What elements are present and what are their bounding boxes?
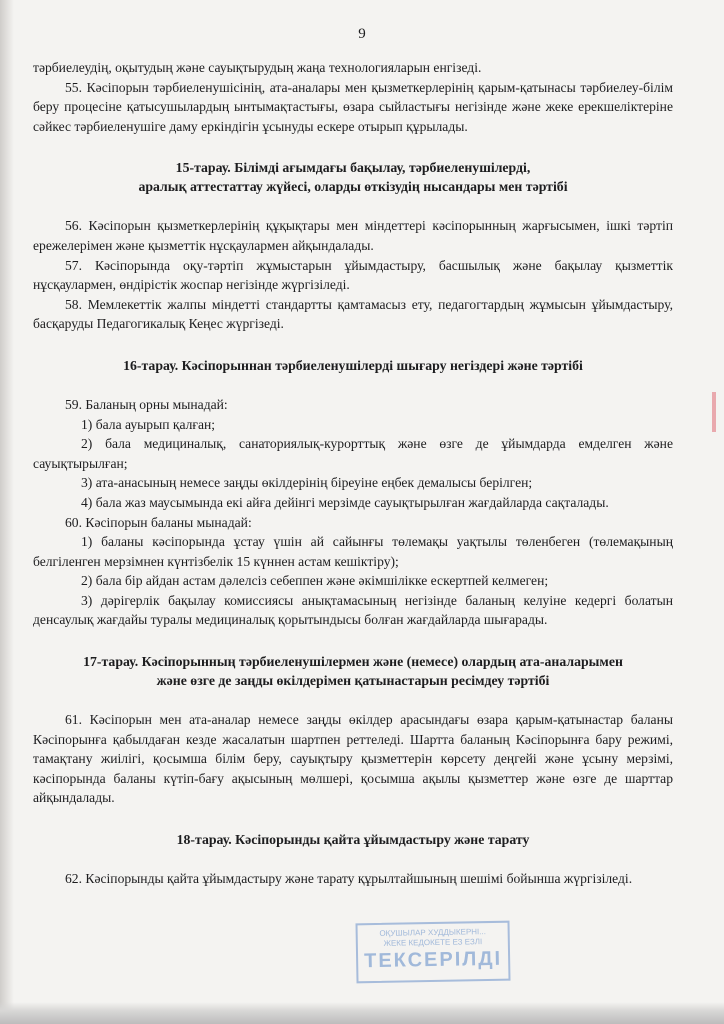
scan-color-mark: [712, 392, 716, 432]
list-item: 2) бала бір айдан астам дәлелсіз себеппен және әкімшілікке ескертпей келмеген;: [81, 573, 549, 589]
stamp-line3: ТЕКСЕРІЛДІ: [363, 947, 503, 973]
scan-bottom-edge: [0, 1002, 724, 1024]
page-number: 9: [358, 26, 366, 42]
verification-stamp: [355, 921, 510, 984]
paragraph-60: 60. Кәсіпорын баланы мынадай:: [65, 514, 252, 530]
list-item: 3) ата-анасының немесе заңды өкілдерінің біреуіне еңбек демалысы берілген;: [81, 475, 533, 491]
paragraph-57: 57. Кәсіпорында оқу-тәртіп жұмыстарын ұйымдастыру, басшылық және бақылау қызметтік нұсқаулармен, өндірістік жоспар негізінде жүргізіледі.: [33, 257, 673, 293]
paragraph-62: 62. Кәсіпорынды қайта ұйымдастыру және тарату құрылтайшының шешімі бойынша жүргізіледі.: [65, 871, 633, 887]
section-17-heading: [33, 652, 673, 690]
paragraph-55: 55. Кәсіпорын тәрбиеленушісінің, ата-аналары мен қызметкерлерінің қарым-қатынасы тәрбиелеу-білім беру процесіне қатысушылардың ынтымақтастығы, өзара сыйластығы негізінде және жеке ерекшеліктеріне сәйкес тәрбиеленушіге даму еркіндігін ұсынуды ескере отырып құрылады.: [33, 79, 673, 134]
list-item: 1) бала ауырып қалған;: [81, 416, 216, 432]
stamp-line1: ОҚУШЫЛАР ХУДДЫКЕРНІ...: [379, 927, 486, 938]
paragraph-60-list: [33, 532, 673, 630]
document-body: [33, 58, 673, 889]
paragraph-59-list: [33, 415, 673, 513]
section-17-heading-line2: және өзге де заңды өкілдерімен қатынастарын ресімдеу тәртібі: [156, 673, 550, 689]
paragraph-59: 59. Баланың орны мынадай:: [65, 396, 228, 412]
paragraph-61: 61. Кәсіпорын мен ата-аналар немесе заңды өкілдер арасындағы өзара қарым-қатынастар баланы Кәсіпорынға қабылдаған кезде жасалатын шартпен реттеледі. Шартта баланың Кәсіпорынға бару режимі, тамақтану жиілігі, қосымша білім беру, сауықтыру қызметтерін көрсету деңгейі және ұсыну мерзімі, кәсіпорында баланы күтіп-бағу ақысының мөлшері, қосымша ақылы қызметтер және өзге де шарттар айқындалады.: [33, 712, 673, 806]
list-item: 4) бала жаз маусымында екі айға дейінгі мерзімде сауықтырылған жағдайларда сақталады.: [81, 494, 609, 510]
section-17-heading-line1: 17-тарау. Кәсіпорынның тәрбиеленушілермен және (немесе) олардың ата-аналарымен: [83, 654, 623, 670]
scan-edge-shadow: [0, 0, 14, 1024]
paragraph-58: 58. Мемлекеттік жалпы міндетті стандартты қамтамасыз ету, педагогтардың жұмысын ұйымдастыру, басқаруды Педагогикалық Кеңес жүргізеді.: [33, 296, 673, 332]
stamp-line2: ЖЕКЕ КЕДОКЕТЕ ЕЗ ЕЗЛІ: [383, 937, 483, 948]
list-item: 1) баланы кәсіпорында ұстау үшін ай сайынғы төлемақы уақтылы төленбеген (төлемақының белгіленген мерзімнен күнтізбелік 15 күннен астам кешіктіру);: [33, 534, 673, 569]
list-item: 2) бала медициналық, санаториялық-курорттық және өзге де ұйымдарда емделген және сауықтырылған;: [33, 436, 673, 471]
section-15-heading-line1: 15-тарау. Білімді ағымдағы бақылау, тәрбиеленушілерді,: [175, 160, 531, 176]
section-15-heading: [33, 158, 673, 196]
paragraph-continuation: тәрбиелеудің, оқытудың және сауықтырудың жаңа технологияларын енгізеді.: [33, 60, 482, 75]
section-15-heading-line2: аралық аттестаттау жүйесі, оларды өткізудің нысандары мен тәртібі: [138, 179, 568, 195]
section-18-heading: 18-тарау. Кәсіпорынды қайта ұйымдастыру және тарату: [176, 832, 530, 848]
paragraph-56: 56. Кәсіпорын қызметкерлерінің құқықтары мен міндеттері кәсіпорынның жарғысымен, ішкі тәртіп ережелерімен және қызметтік нұсқаулармен айқындалады.: [33, 218, 673, 253]
list-item: 3) дәрігерлік бақылау комиссиясы анықтамасының негізінде баланың келуіне кедергі болатын денсаулық жағдайы туралы медициналық қорытындысы болған жағдайларда шығарады.: [33, 592, 673, 628]
section-16-heading: 16-тарау. Кәсіпорыннан тәрбиеленушілерді шығару негіздері және тәртібі: [123, 357, 583, 373]
